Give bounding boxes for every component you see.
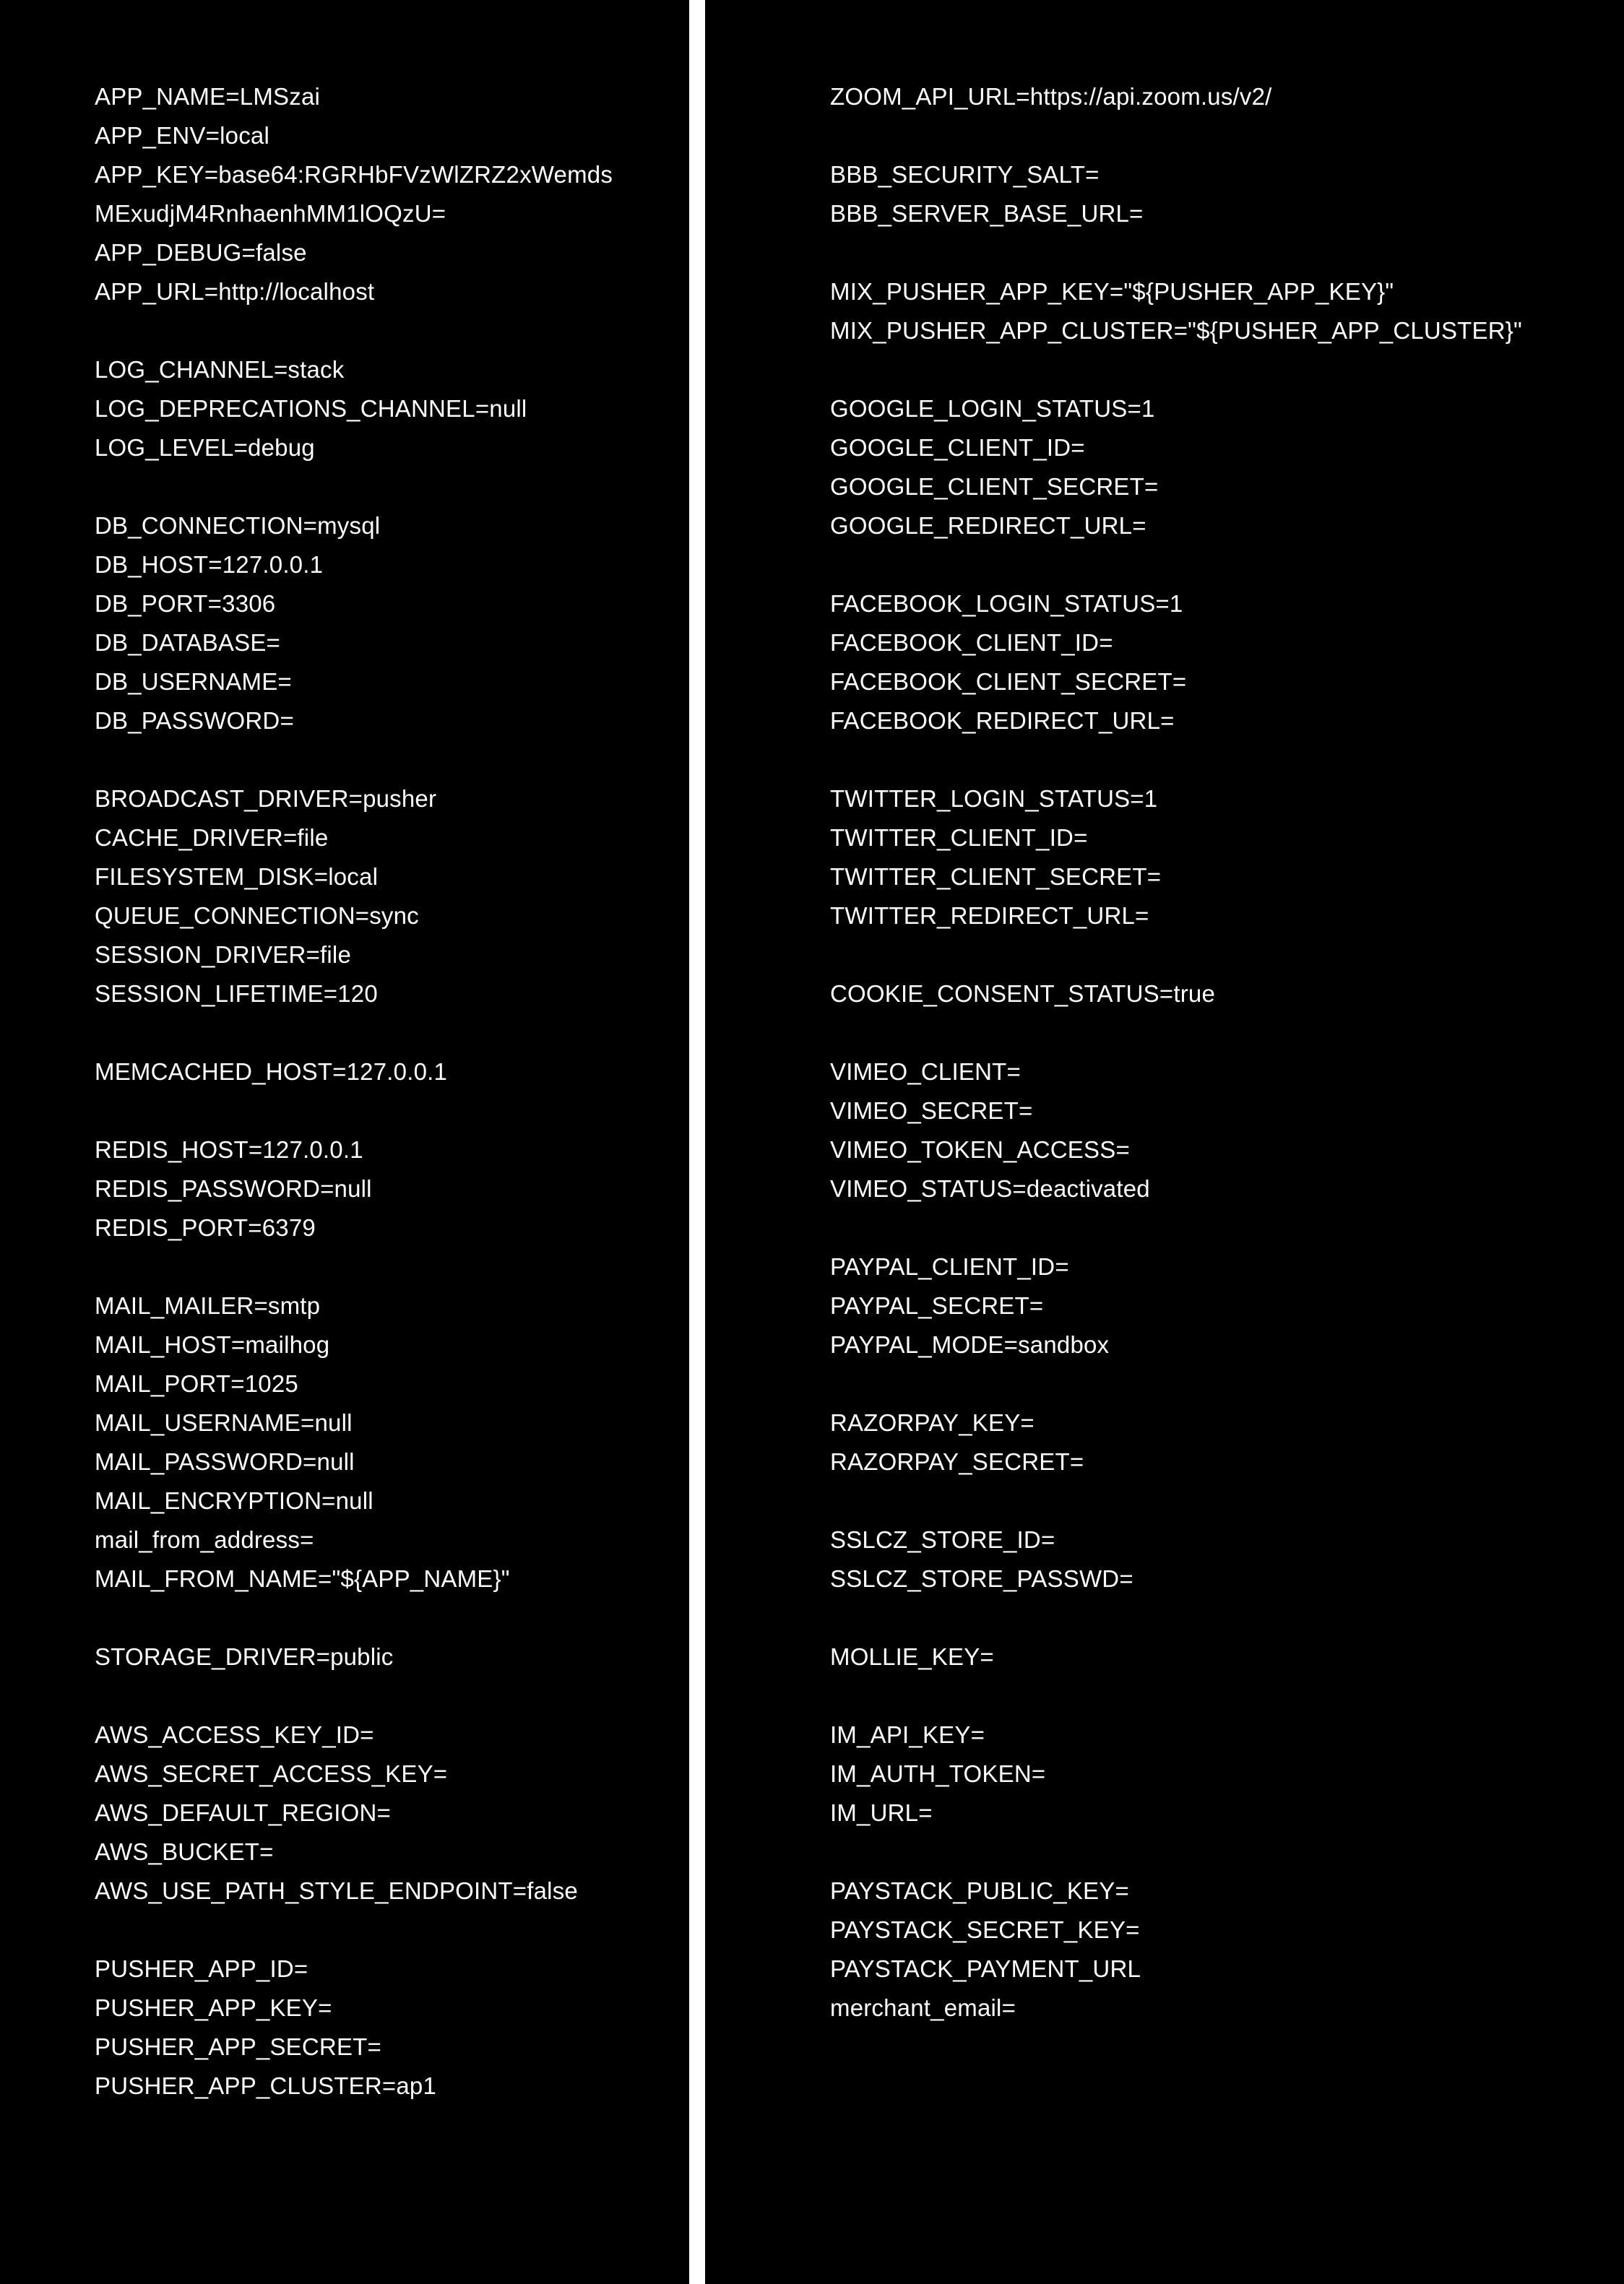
env-line: APP_KEY=base64:RGRHbFVzWlZRZ2xWemds (95, 161, 613, 188)
env-line: DB_HOST=127.0.0.1 (95, 551, 324, 578)
env-line: MAIL_USERNAME=null (95, 1409, 353, 1436)
env-line: REDIS_PORT=6379 (95, 1214, 316, 1241)
env-line (95, 1013, 613, 1052)
env-line: SSLCZ_STORE_ID= (830, 1526, 1055, 1553)
env-line: IM_API_KEY= (830, 1721, 985, 1748)
env-line: TWITTER_CLIENT_ID= (830, 824, 1088, 851)
env-line: SESSION_DRIVER=file (95, 941, 352, 968)
env-line: BBB_SERVER_BASE_URL= (830, 200, 1144, 227)
env-line: REDIS_PASSWORD=null (95, 1175, 372, 1202)
env-line: DB_CONNECTION=mysql (95, 512, 381, 539)
env-line: MOLLIE_KEY= (830, 1643, 994, 1670)
env-line: MAIL_HOST=mailhog (95, 1331, 330, 1358)
env-line: PUSHER_APP_KEY= (95, 1994, 332, 2021)
env-line: PUSHER_APP_CLUSTER=ap1 (95, 2072, 437, 2099)
env-line (830, 350, 1522, 389)
env-line (830, 1013, 1522, 1052)
env-line (95, 311, 613, 350)
env-line: LOG_LEVEL=debug (95, 434, 315, 461)
env-line: PUSHER_APP_ID= (95, 1955, 308, 1982)
env-line (95, 1677, 613, 1716)
env-line (830, 1208, 1522, 1247)
env-line: AWS_DEFAULT_REGION= (95, 1799, 391, 1826)
env-line: AWS_USE_PATH_STYLE_ENDPOINT=false (95, 1877, 578, 1904)
env-line: DB_USERNAME= (95, 668, 292, 695)
env-line: TWITTER_REDIRECT_URL= (830, 902, 1149, 929)
env-line: REDIS_HOST=127.0.0.1 (95, 1136, 363, 1163)
env-line: QUEUE_CONNECTION=sync (95, 902, 419, 929)
env-line (830, 233, 1522, 272)
env-column-right (705, 0, 1624, 2284)
env-line: BBB_SECURITY_SALT= (830, 161, 1100, 188)
env-line: FACEBOOK_CLIENT_SECRET= (830, 668, 1187, 695)
env-line: MAIL_MAILER=smtp (95, 1292, 321, 1319)
env-line: PAYPAL_CLIENT_ID= (830, 1253, 1069, 1280)
env-line: TWITTER_CLIENT_SECRET= (830, 863, 1162, 890)
env-line: MIX_PUSHER_APP_CLUSTER="${PUSHER_APP_CLUSTER}" (830, 317, 1522, 344)
env-line: MAIL_FROM_NAME="${APP_NAME}" (95, 1565, 510, 1592)
env-line: GOOGLE_CLIENT_SECRET= (830, 473, 1159, 500)
env-line (95, 1247, 613, 1286)
env-line: PAYPAL_SECRET= (830, 1292, 1044, 1319)
env-line (95, 1911, 613, 1950)
env-line: LOG_CHANNEL=stack (95, 356, 345, 383)
env-line: VIMEO_SECRET= (830, 1097, 1033, 1124)
env-lines-left (95, 77, 613, 2106)
env-line (95, 467, 613, 506)
env-line: PAYSTACK_SECRET_KEY= (830, 1916, 1140, 1943)
env-line: PAYPAL_MODE=sandbox (830, 1331, 1110, 1358)
env-line (830, 935, 1522, 974)
env-line: APP_NAME=LMSzai (95, 83, 321, 110)
env-line: RAZORPAY_KEY= (830, 1409, 1035, 1436)
env-line: LOG_DEPRECATIONS_CHANNEL=null (95, 395, 527, 422)
env-line (830, 1677, 1522, 1716)
env-line: RAZORPAY_SECRET= (830, 1448, 1084, 1475)
env-line (830, 1833, 1522, 1872)
env-line: VIMEO_CLIENT= (830, 1058, 1021, 1085)
env-line: FILESYSTEM_DISK=local (95, 863, 379, 890)
env-line (95, 740, 613, 779)
env-line: IM_URL= (830, 1799, 933, 1826)
env-line: FACEBOOK_CLIENT_ID= (830, 629, 1113, 656)
env-line: BROADCAST_DRIVER=pusher (95, 785, 437, 812)
env-line: SESSION_LIFETIME=120 (95, 980, 378, 1007)
env-line (830, 740, 1522, 779)
env-line: MAIL_PORT=1025 (95, 1370, 298, 1397)
env-line (95, 1091, 613, 1130)
env-line: ZOOM_API_URL=https://api.zoom.us/v2/ (830, 83, 1272, 110)
env-line: APP_DEBUG=false (95, 239, 307, 266)
env-line: FACEBOOK_REDIRECT_URL= (830, 707, 1175, 734)
env-line: COOKIE_CONSENT_STATUS=true (830, 980, 1216, 1007)
env-line: mail_from_address= (95, 1526, 314, 1553)
env-line: PUSHER_APP_SECRET= (95, 2033, 381, 2060)
env-line: AWS_BUCKET= (95, 1838, 274, 1865)
env-line: TWITTER_LOGIN_STATUS=1 (830, 785, 1158, 812)
env-line: DB_DATABASE= (95, 629, 281, 656)
env-line (830, 116, 1522, 155)
env-line: DB_PASSWORD= (95, 707, 294, 734)
env-line: GOOGLE_CLIENT_ID= (830, 434, 1085, 461)
env-line: FACEBOOK_LOGIN_STATUS=1 (830, 590, 1183, 617)
env-line: APP_URL=http://localhost (95, 278, 375, 305)
env-line (830, 1481, 1522, 1520)
env-line: GOOGLE_REDIRECT_URL= (830, 512, 1146, 539)
env-line (95, 1599, 613, 1638)
env-line: IM_AUTH_TOKEN= (830, 1760, 1046, 1787)
env-line (830, 1599, 1522, 1638)
env-line: merchant_email= (830, 1994, 1016, 2021)
env-line: APP_ENV=local (95, 122, 269, 149)
env-line: STORAGE_DRIVER=public (95, 1643, 394, 1670)
env-column-left (0, 0, 689, 2284)
env-line: GOOGLE_LOGIN_STATUS=1 (830, 395, 1155, 422)
env-line: AWS_ACCESS_KEY_ID= (95, 1721, 374, 1748)
env-line: PAYSTACK_PUBLIC_KEY= (830, 1877, 1129, 1904)
env-line: MIX_PUSHER_APP_KEY="${PUSHER_APP_KEY}" (830, 278, 1394, 305)
env-line: SSLCZ_STORE_PASSWD= (830, 1565, 1133, 1592)
env-line: AWS_SECRET_ACCESS_KEY= (95, 1760, 448, 1787)
env-line: VIMEO_STATUS=deactivated (830, 1175, 1150, 1202)
env-line: MEMCACHED_HOST=127.0.0.1 (95, 1058, 448, 1085)
env-line: DB_PORT=3306 (95, 590, 276, 617)
env-line: CACHE_DRIVER=file (95, 824, 329, 851)
env-line: MAIL_ENCRYPTION=null (95, 1487, 373, 1514)
env-line: MExudjM4RnhaenhMM1lOQzU= (95, 200, 446, 227)
env-line: MAIL_PASSWORD=null (95, 1448, 355, 1475)
env-line: VIMEO_TOKEN_ACCESS= (830, 1136, 1130, 1163)
env-line (830, 1364, 1522, 1403)
env-line (830, 545, 1522, 584)
env-line: PAYSTACK_PAYMENT_URL (830, 1955, 1141, 1982)
env-lines-right (830, 77, 1522, 2028)
